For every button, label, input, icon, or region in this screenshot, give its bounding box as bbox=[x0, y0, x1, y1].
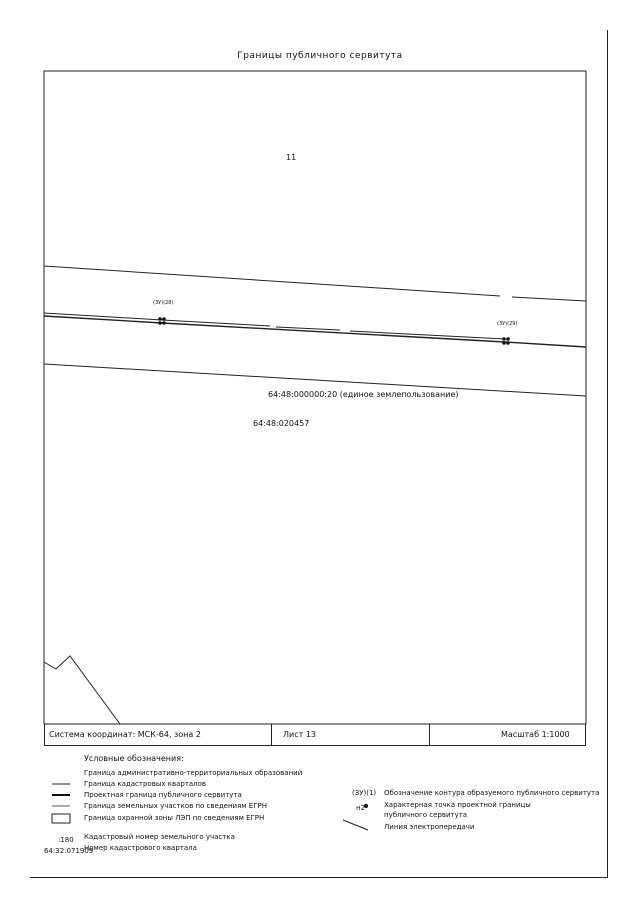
legend-item: Граница кадастровых кварталов bbox=[84, 780, 207, 788]
quarter-label: 64:48:020457 bbox=[253, 419, 310, 428]
point-label-right: (ЗУ)(29) bbox=[497, 321, 518, 327]
legend-item: Номер кадастрового квартала bbox=[84, 844, 197, 852]
info-bar bbox=[44, 724, 586, 746]
point-cluster-right bbox=[502, 337, 510, 345]
power-line bbox=[44, 313, 270, 326]
admin-boundary bbox=[44, 656, 120, 724]
parcel-boundary-line bbox=[44, 266, 500, 296]
legend-item: Кадастровый номер земельного участка bbox=[84, 833, 235, 841]
legend-heading: Условные обозначения: bbox=[84, 754, 184, 763]
legend-item: Граница административно-территориальных образований bbox=[84, 769, 303, 777]
legend-zone-box-icon bbox=[52, 814, 70, 823]
point-label-left: (ЗУ)(28) bbox=[153, 300, 174, 306]
legend-item: Характерная точка проектной границы публичного сервитута bbox=[384, 801, 531, 819]
sheet-number: Лист 13 bbox=[283, 730, 316, 739]
info-divider bbox=[429, 724, 430, 746]
legend-item: Проектная граница публичного сервитута bbox=[84, 791, 242, 799]
legend-item: Граница охранной зоны ЛЭП по сведениям ЕГРН bbox=[84, 814, 265, 822]
parcel-label: 64:48:000000:20 (единое землепользование) bbox=[268, 390, 459, 399]
scale-label: Масштаб 1:1000 bbox=[501, 730, 570, 739]
block-label: 11 bbox=[286, 153, 297, 162]
legend-item: Граница земельных участков по сведениям ЕГРН bbox=[84, 802, 267, 810]
legend-power-line-icon bbox=[343, 820, 368, 830]
parcel-boundary-line bbox=[512, 297, 586, 301]
legend-parcel-number-symbol: :180 bbox=[58, 836, 74, 844]
legend-item: Обозначение контура образуемого публичного сервитута bbox=[384, 789, 600, 797]
legend-quarter-number-symbol: 64:32:071909 bbox=[44, 847, 94, 855]
legend-point-symbol: н2 bbox=[356, 804, 366, 812]
legend-contour-symbol: (ЗУ)(1) bbox=[352, 789, 377, 797]
coord-system: Система координат: МСК-64, зона 2 bbox=[49, 730, 201, 739]
sheet-title: Границы публичного сервитута bbox=[237, 51, 403, 61]
info-divider bbox=[271, 724, 272, 746]
legend-item: Линия электропередачи bbox=[384, 823, 475, 831]
